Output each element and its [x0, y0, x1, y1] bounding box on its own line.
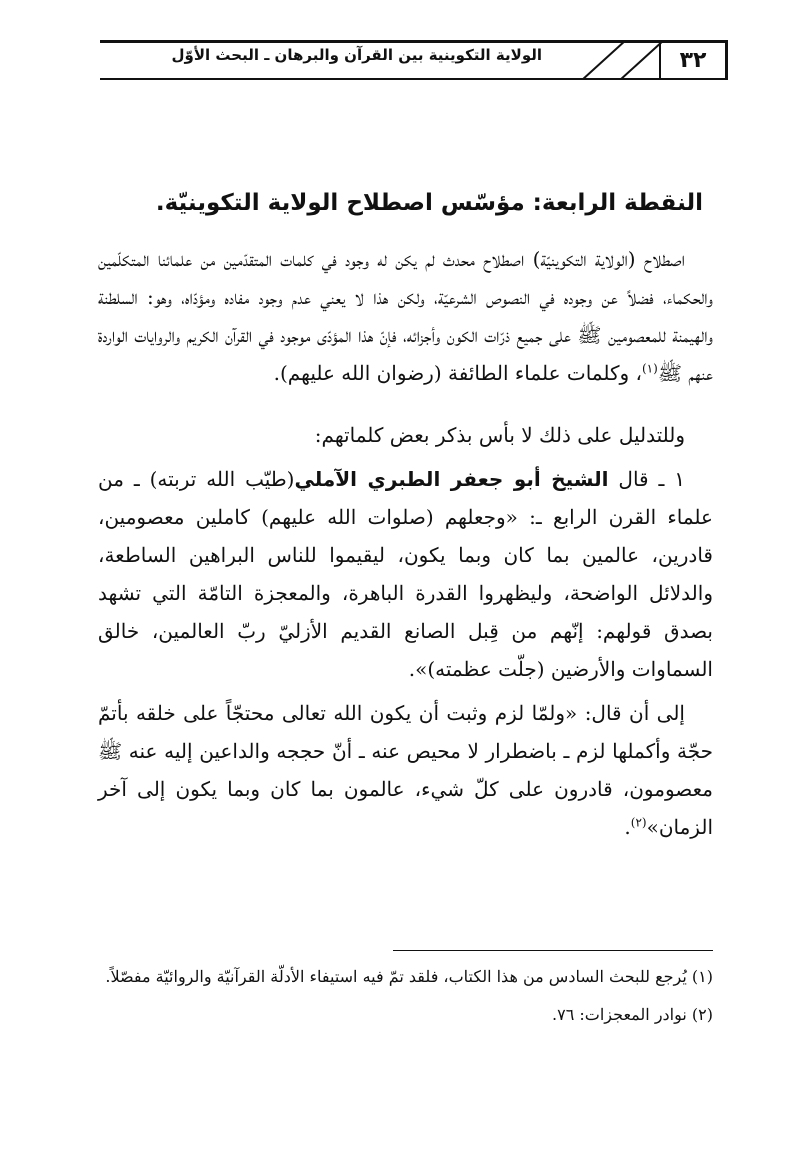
section-title: النقطة الرابعة: مؤسّس اصطلاح الولاية التكوينيّة. — [155, 190, 703, 216]
paragraph-quote-2 — [98, 694, 713, 846]
main-text — [98, 190, 713, 870]
footnotes — [98, 962, 713, 1038]
footnote-separator — [393, 950, 713, 951]
quote-2-end: . — [624, 815, 631, 839]
footnote-ref-2: (٢) — [630, 815, 647, 830]
footnote-1: (١) يُرجع للبحث السادس من هذا الكتاب، فلقد تمّ فيه استيفاء الأدلّة القرآنيّة والروائيّة مفصّلاً. — [105, 967, 713, 986]
page-header — [100, 40, 728, 86]
quote-1-number: ١ ـ قال — [608, 467, 686, 491]
paragraph-intro-text: اصطلاح (الولاية التكوينيّة) اصطلاح محدث لم يكن له وجود في كلمات المتقدّمين من علمائنا المتكلّمين والحكماء، فضلاً عن وجوده في النصوص الشرعيّة، ولكن هذا لا يعني عدم وجود مفاده ومؤدّاه، وهو: السلطنة والهيمنة للمعصومين ﷺ على جميع ذرّات الكون وأجزائه، فإنّ هذا المؤدّى موجود في القرآن الكريم والروايات الواردة عنهم ﷺ — [98, 247, 713, 385]
paragraph-intro-tail: ، وكلمات علماء الطائفة (رضوان الله عليهم). — [273, 361, 642, 385]
running-title: الولاية التكوينية بين القرآن والبرهان ـ البحث الأوّل — [171, 46, 542, 64]
paragraph-lead-in: وللتدليل على ذلك لا بأس بذكر بعض كلماتهم: — [314, 423, 685, 447]
page-number: ٣٢ — [659, 40, 728, 80]
paragraph-intro — [98, 240, 713, 392]
footnote-2: (٢) نوادر المعجزات: ٧٦. — [552, 1005, 713, 1024]
quote-1-author: الشيخ أبو جعفر الطبري الآملي — [294, 467, 609, 491]
footnote-ref-1: (١) — [641, 361, 658, 376]
quote-1-text: (طيّب الله تربته) ـ من علماء القرن الرابع ـ: «وجعلهم (صلوات الله عليهم) كاملين معصومين، قادرين، عالمين بما كان وبما يكون، ليقيموا للناس البراهين الساطعة، والدلائل الواضحة، وليظهروا القدرة الباهرة، والمعجزة التامّة التي تشهد بصدق قولهم: إنّهم من قِبل الصانع القديم الأزليّ ربّ العالمين، خالق السماوات والأرضين (جلّت عظمته)». — [98, 467, 713, 681]
quote-2-text: إلى أن قال: «ولمّا لزم وثبت أن يكون الله تعالى محتجّاً على خلقه بأتمّ حجّة وأكملها لزم ـ باضطرار لا محيص عنه ـ أنّ حججه والداعين إليه عنه ﷺ معصومون، قادرون على كلّ شيء، عالمون بما كان وبما يكون إلى آخر الزمان» — [98, 701, 713, 839]
paragraph-quote-1 — [98, 460, 713, 688]
header-slash-ornament — [568, 40, 664, 80]
